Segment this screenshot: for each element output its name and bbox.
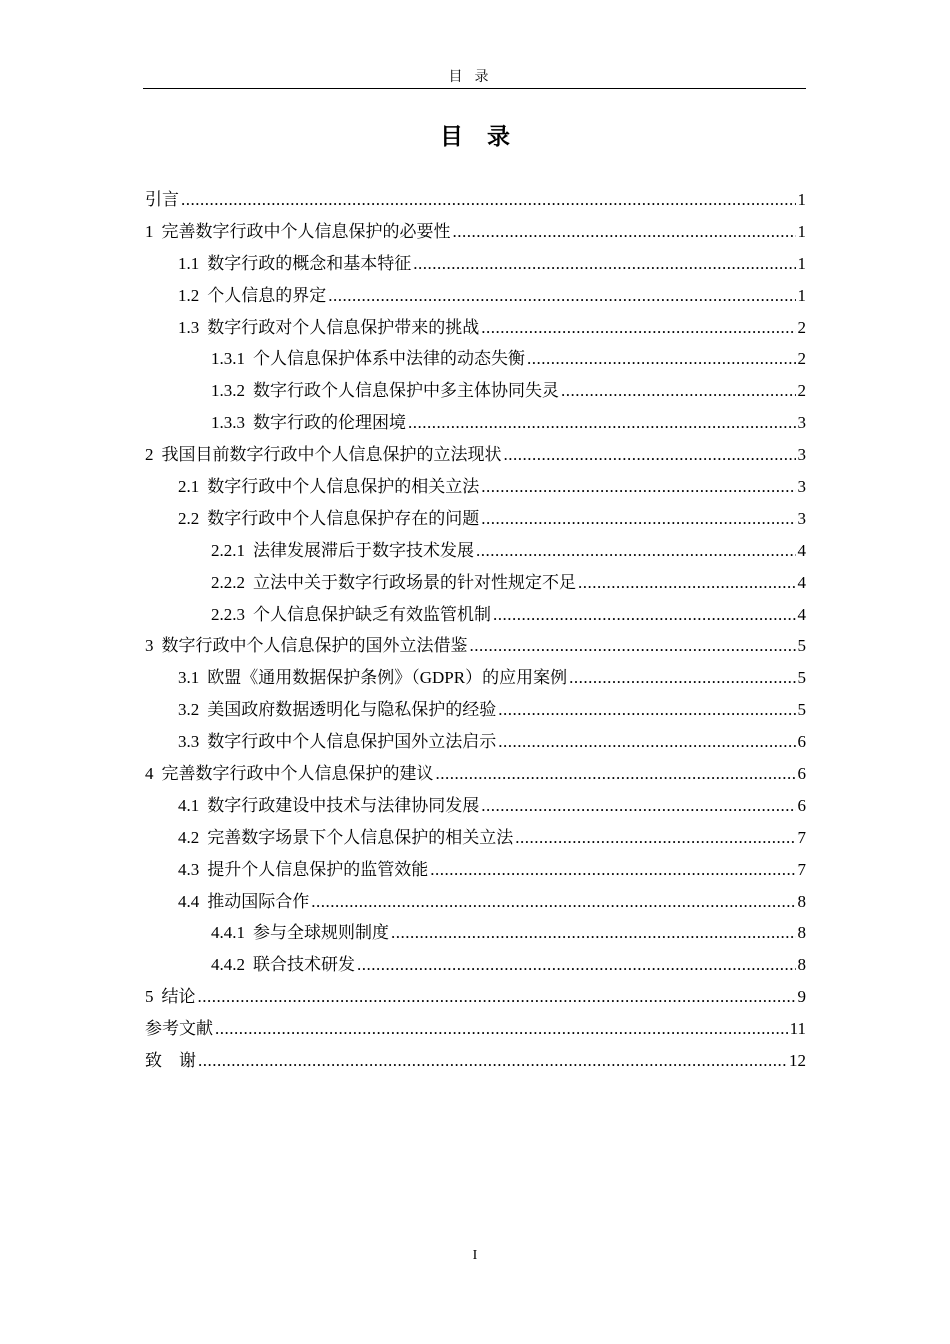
toc-entry-title: 参考文献 [145, 1019, 213, 1039]
toc-entry[interactable] [145, 280, 806, 312]
toc-entry-page: 3 [797, 413, 806, 433]
dot-leader [578, 567, 796, 599]
toc-entry-page: 4 [797, 572, 806, 592]
dot-leader [357, 949, 796, 981]
dot-leader [413, 248, 795, 280]
dot-leader [181, 184, 796, 216]
toc-entry-title: 数字行政对个人信息保护带来的挑战 [207, 317, 480, 337]
dot-leader [470, 630, 796, 662]
dot-leader [215, 1013, 788, 1045]
toc-entry-title: 完善数字行政中个人信息保护的必要性 [161, 221, 451, 241]
dot-leader [515, 822, 795, 854]
toc-entry[interactable] [145, 407, 806, 439]
toc-entry-title: 完善数字场景下个人信息保护的相关立法 [207, 827, 514, 847]
toc-entry-number: 4.1 [178, 795, 200, 815]
toc-entry[interactable] [145, 439, 806, 471]
toc-entry-page: 1 [797, 190, 806, 209]
dot-leader [198, 981, 796, 1013]
toc-entry-number: 1 [145, 221, 154, 241]
toc-entry-title: 联合技术研发 [253, 955, 355, 975]
toc-entry-page: 4 [797, 604, 806, 624]
dot-leader [493, 599, 796, 631]
page-number: I [472, 1248, 478, 1263]
dot-leader [453, 216, 796, 248]
toc-entry-page: 2 [797, 317, 806, 337]
toc-entry-title: 数字行政的伦理困境 [253, 413, 406, 433]
toc-entry-title: 欧盟《通用数据保护条例》（GDPR）的应用案例 [207, 668, 568, 688]
toc-entry[interactable] [145, 758, 806, 790]
toc-entry[interactable] [145, 503, 806, 535]
toc-entry-number: 1.1 [178, 253, 200, 273]
toc-entry[interactable] [145, 949, 806, 981]
toc-entry[interactable] [145, 822, 806, 854]
toc-entry-page: 1 [797, 221, 806, 241]
toc-entry-page: 8 [797, 923, 806, 943]
toc-entry[interactable] [145, 854, 806, 886]
toc-entry-number: 3.3 [178, 732, 200, 752]
toc-entry-title: 参与全球规则制度 [253, 923, 389, 943]
toc-entry-title: 我国目前数字行政中个人信息保护的立法现状 [161, 445, 502, 465]
dot-leader [481, 790, 795, 822]
dot-leader [481, 503, 795, 535]
toc-entry-page: 3 [797, 477, 806, 497]
dot-leader [481, 312, 795, 344]
toc-entry-page: 7 [797, 827, 806, 847]
toc-entry-title: 数字行政的概念和基本特征 [207, 253, 412, 273]
dot-leader [311, 886, 795, 918]
toc-entry-title: 个人信息保护缺乏有效监管机制 [253, 604, 491, 624]
running-header: 目录 [448, 70, 501, 85]
toc-entry-page: 6 [797, 795, 806, 815]
toc-entry[interactable] [145, 184, 806, 216]
toc-entry-number: 4.3 [178, 859, 200, 879]
toc-entry-number: 3 [145, 636, 154, 656]
toc-entry-page: 8 [797, 891, 806, 911]
toc-entry-title: 数字行政中个人信息保护的相关立法 [207, 477, 480, 497]
toc-entry-title: 完善数字行政中个人信息保护的建议 [161, 764, 434, 784]
toc-entry[interactable] [145, 216, 806, 248]
dot-leader [198, 1045, 787, 1077]
toc-entry-page: 4 [797, 540, 806, 560]
toc-entry-title: 个人信息保护体系中法律的动态失衡 [253, 349, 525, 369]
toc-entry[interactable] [145, 567, 806, 599]
toc-entry-title: 法律发展滞后于数字技术发展 [253, 540, 474, 560]
toc-entry-page: 1 [797, 285, 806, 305]
dot-leader [498, 694, 795, 726]
toc-entry-title: 数字行政中个人信息保护的国外立法借鉴 [161, 636, 468, 656]
dot-leader [436, 758, 796, 790]
dot-leader [391, 917, 796, 949]
toc-entry-page: 6 [797, 732, 806, 752]
toc-entry-number: 2 [145, 445, 154, 465]
toc-entry-page: 7 [797, 859, 806, 879]
toc-entry-number: 2.2.3 [211, 604, 245, 624]
toc-entry-number: 2.2 [178, 508, 200, 528]
toc-entry[interactable] [145, 248, 806, 280]
dot-leader [476, 535, 796, 567]
dot-leader [481, 471, 795, 503]
toc-entry-page: 5 [797, 636, 806, 656]
toc-entry-page: 3 [797, 508, 806, 528]
toc-entry-page: 8 [797, 955, 806, 975]
toc-entry-number: 3.2 [178, 700, 200, 720]
toc-entry-number: 1.3 [178, 317, 200, 337]
dot-leader [504, 439, 796, 471]
toc-entry[interactable] [145, 694, 806, 726]
toc-entry-number: 4.2 [178, 827, 200, 847]
toc-entry[interactable] [145, 630, 806, 662]
toc-entry-page: 3 [797, 445, 806, 465]
toc-entry-page: 11 [789, 1019, 806, 1039]
toc-entry[interactable] [145, 1045, 806, 1077]
toc-entry-page: 2 [797, 381, 806, 401]
toc-entry[interactable] [145, 375, 806, 407]
toc-entry[interactable] [145, 471, 806, 503]
toc-entry-title: 推动国际合作 [207, 891, 310, 911]
toc-entry-number: 1.3.1 [211, 349, 245, 369]
toc-entry-number: 1.2 [178, 285, 200, 305]
toc-entry-page: 5 [797, 700, 806, 720]
toc-entry-title: 提升个人信息保护的监管效能 [207, 859, 429, 879]
toc-entry-title: 数字行政中个人信息保护存在的问题 [207, 508, 480, 528]
toc-entry-title: 结论 [161, 987, 196, 1007]
dot-leader [328, 280, 795, 312]
dot-leader [408, 407, 796, 439]
toc-entry-number: 5 [145, 987, 154, 1007]
table-of-contents [145, 184, 806, 1077]
toc-entry-number: 4 [145, 764, 154, 784]
toc-entry-number: 2.1 [178, 477, 200, 497]
toc-entry-number: 1.3.3 [211, 413, 245, 433]
toc-entry-number: 2.2.2 [211, 572, 245, 592]
toc-entry-page: 5 [797, 668, 806, 688]
toc-entry-title: 数字行政个人信息保护中多主体协同失灵 [253, 381, 559, 401]
toc-entry-page: 12 [789, 1051, 806, 1071]
toc-entry-title: 个人信息的界定 [207, 285, 327, 305]
toc-entry-page: 2 [797, 349, 806, 369]
toc-entry-title: 数字行政中个人信息保护国外立法启示 [207, 732, 497, 752]
dot-leader [527, 343, 796, 375]
toc-entry[interactable] [145, 886, 806, 918]
toc-entry-number: 4.4 [178, 891, 200, 911]
toc-entry-number: 2.2.1 [211, 540, 245, 560]
toc-entry-number: 4.4.1 [211, 923, 245, 943]
toc-entry-title: 立法中关于数字行政场景的针对性规定不足 [253, 572, 576, 592]
toc-entry[interactable] [145, 726, 806, 758]
toc-entry-title: 美国政府数据透明化与隐私保护的经验 [207, 700, 497, 720]
toc-entry-page: 6 [797, 764, 806, 784]
toc-entry[interactable] [145, 535, 806, 567]
toc-entry[interactable] [145, 790, 806, 822]
toc-entry-title: 引言 [145, 190, 179, 209]
toc-entry[interactable] [145, 312, 806, 344]
dot-leader [498, 726, 795, 758]
toc-entry-title: 数字行政建设中技术与法律协同发展 [207, 795, 480, 815]
dot-leader [569, 662, 795, 694]
toc-entry[interactable] [145, 662, 806, 694]
dot-leader [430, 854, 795, 886]
toc-entry-page: 1 [797, 253, 806, 273]
toc-entry[interactable] [145, 917, 806, 949]
page-title: 目录 [440, 124, 534, 150]
toc-entry-title: 致 谢 [145, 1051, 196, 1071]
toc-entry[interactable] [145, 343, 806, 375]
header-rule [143, 88, 806, 89]
toc-entry-page: 9 [797, 987, 806, 1007]
toc-entry[interactable] [145, 599, 806, 631]
toc-entry[interactable] [145, 1013, 806, 1045]
toc-entry-number: 3.1 [178, 668, 200, 688]
toc-entry-number: 1.3.2 [211, 381, 245, 401]
dot-leader [561, 375, 796, 407]
toc-entry-number: 4.4.2 [211, 955, 245, 975]
toc-entry[interactable] [145, 981, 806, 1013]
